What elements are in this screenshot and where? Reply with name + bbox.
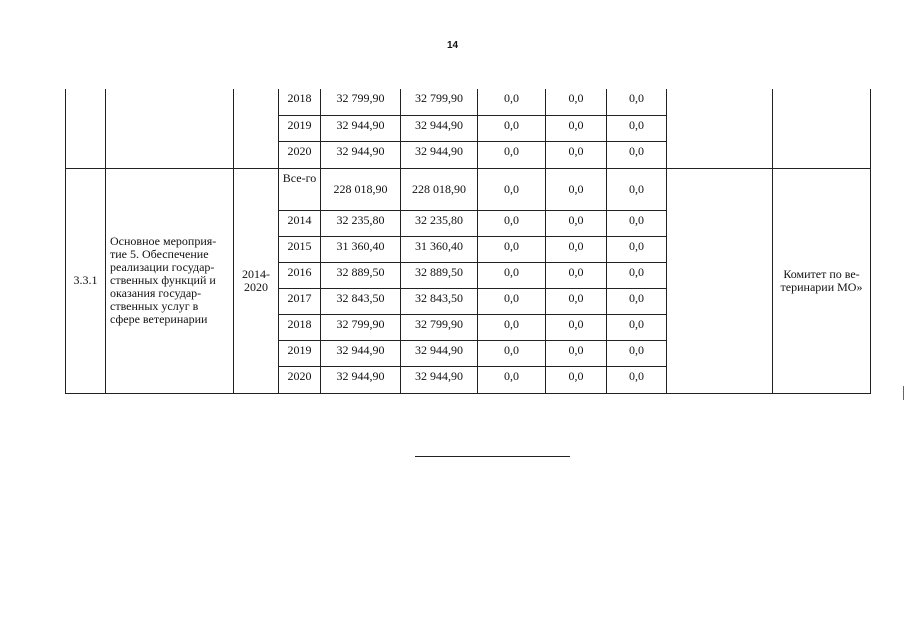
regional-cell: 32 799,90 — [401, 89, 478, 115]
value-cell: 0,0 — [546, 141, 607, 168]
value-cell: 0,0 — [607, 314, 667, 340]
year-cell: 2014 — [279, 210, 321, 236]
regional-cell: 32 944,90 — [401, 141, 478, 168]
total-cell: 32 944,90 — [321, 340, 401, 366]
value-cell: 0,0 — [478, 366, 546, 393]
year-cell: 2020 — [279, 366, 321, 393]
value-cell: 0,0 — [546, 340, 607, 366]
value-cell: 0,0 — [478, 115, 546, 141]
total-cell: 31 360,40 — [321, 236, 401, 262]
regional-cell: 32 944,90 — [401, 340, 478, 366]
table-row — [66, 89, 871, 115]
empty-cell — [667, 89, 773, 168]
value-cell: 0,0 — [546, 115, 607, 141]
value-cell: 0,0 — [546, 314, 607, 340]
period-cell — [234, 89, 279, 168]
value-cell: 0,0 — [478, 288, 546, 314]
value-cell: 0,0 — [607, 168, 667, 210]
total-cell: 228 018,90 — [321, 168, 401, 210]
value-cell: 0,0 — [607, 366, 667, 393]
budget-table — [65, 89, 871, 394]
regional-cell: 32 843,50 — [401, 288, 478, 314]
value-cell: 0,0 — [478, 236, 546, 262]
value-cell: 0,0 — [478, 168, 546, 210]
activity-period: 2014-2020 — [234, 168, 279, 393]
value-cell: 0,0 — [607, 89, 667, 115]
value-cell: 0,0 — [546, 210, 607, 236]
regional-cell: 32 944,90 — [401, 115, 478, 141]
year-cell: 2018 — [279, 89, 321, 115]
value-cell: 0,0 — [607, 236, 667, 262]
activity-name: Основное мероприя-тие 5. Обеспечение реализации государ-ственных функций и оказания государ-ственных услуг в сфере ветеринарии — [106, 168, 234, 393]
value-cell: 0,0 — [478, 89, 546, 115]
year-cell: 2020 — [279, 141, 321, 168]
activity-executor: Комитет по ве-теринарии МО» — [773, 168, 871, 393]
value-cell: 0,0 — [546, 89, 607, 115]
total-cell: 32 799,90 — [321, 89, 401, 115]
separator-line — [415, 456, 570, 457]
total-cell: 32 944,90 — [321, 141, 401, 168]
executor-cell — [773, 89, 871, 168]
value-cell: 0,0 — [478, 141, 546, 168]
total-cell: 32 843,50 — [321, 288, 401, 314]
value-cell: 0,0 — [607, 141, 667, 168]
table-row — [66, 168, 871, 210]
regional-cell: 31 360,40 — [401, 236, 478, 262]
year-cell: Все-го — [279, 168, 321, 210]
value-cell: 0,0 — [478, 262, 546, 288]
total-cell: 32 944,90 — [321, 366, 401, 393]
value-cell: 0,0 — [607, 340, 667, 366]
value-cell: 0,0 — [546, 366, 607, 393]
value-cell: 0,0 — [546, 288, 607, 314]
value-cell: 0,0 — [478, 340, 546, 366]
value-cell: 0,0 — [546, 236, 607, 262]
year-cell: 2015 — [279, 236, 321, 262]
scan-edge-mark — [903, 386, 904, 400]
total-cell: 32 799,90 — [321, 314, 401, 340]
regional-cell: 32 944,90 — [401, 366, 478, 393]
year-cell: 2017 — [279, 288, 321, 314]
regional-cell: 32 889,50 — [401, 262, 478, 288]
value-cell: 0,0 — [546, 168, 607, 210]
value-cell: 0,0 — [607, 210, 667, 236]
value-cell: 0,0 — [546, 262, 607, 288]
name-cell — [106, 89, 234, 168]
year-cell: 2018 — [279, 314, 321, 340]
regional-cell: 32 799,90 — [401, 314, 478, 340]
total-cell: 32 235,80 — [321, 210, 401, 236]
regional-cell: 32 235,80 — [401, 210, 478, 236]
value-cell: 0,0 — [607, 115, 667, 141]
total-cell: 32 944,90 — [321, 115, 401, 141]
empty-cell — [667, 168, 773, 393]
value-cell: 0,0 — [478, 314, 546, 340]
value-cell: 0,0 — [607, 262, 667, 288]
page-number: 14 — [446, 40, 459, 51]
year-cell: 2019 — [279, 340, 321, 366]
code-cell — [66, 89, 106, 168]
year-cell: 2016 — [279, 262, 321, 288]
total-cell: 32 889,50 — [321, 262, 401, 288]
year-cell: 2019 — [279, 115, 321, 141]
value-cell: 0,0 — [478, 210, 546, 236]
activity-code: 3.3.1 — [66, 168, 106, 393]
value-cell: 0,0 — [607, 288, 667, 314]
regional-cell: 228 018,90 — [401, 168, 478, 210]
